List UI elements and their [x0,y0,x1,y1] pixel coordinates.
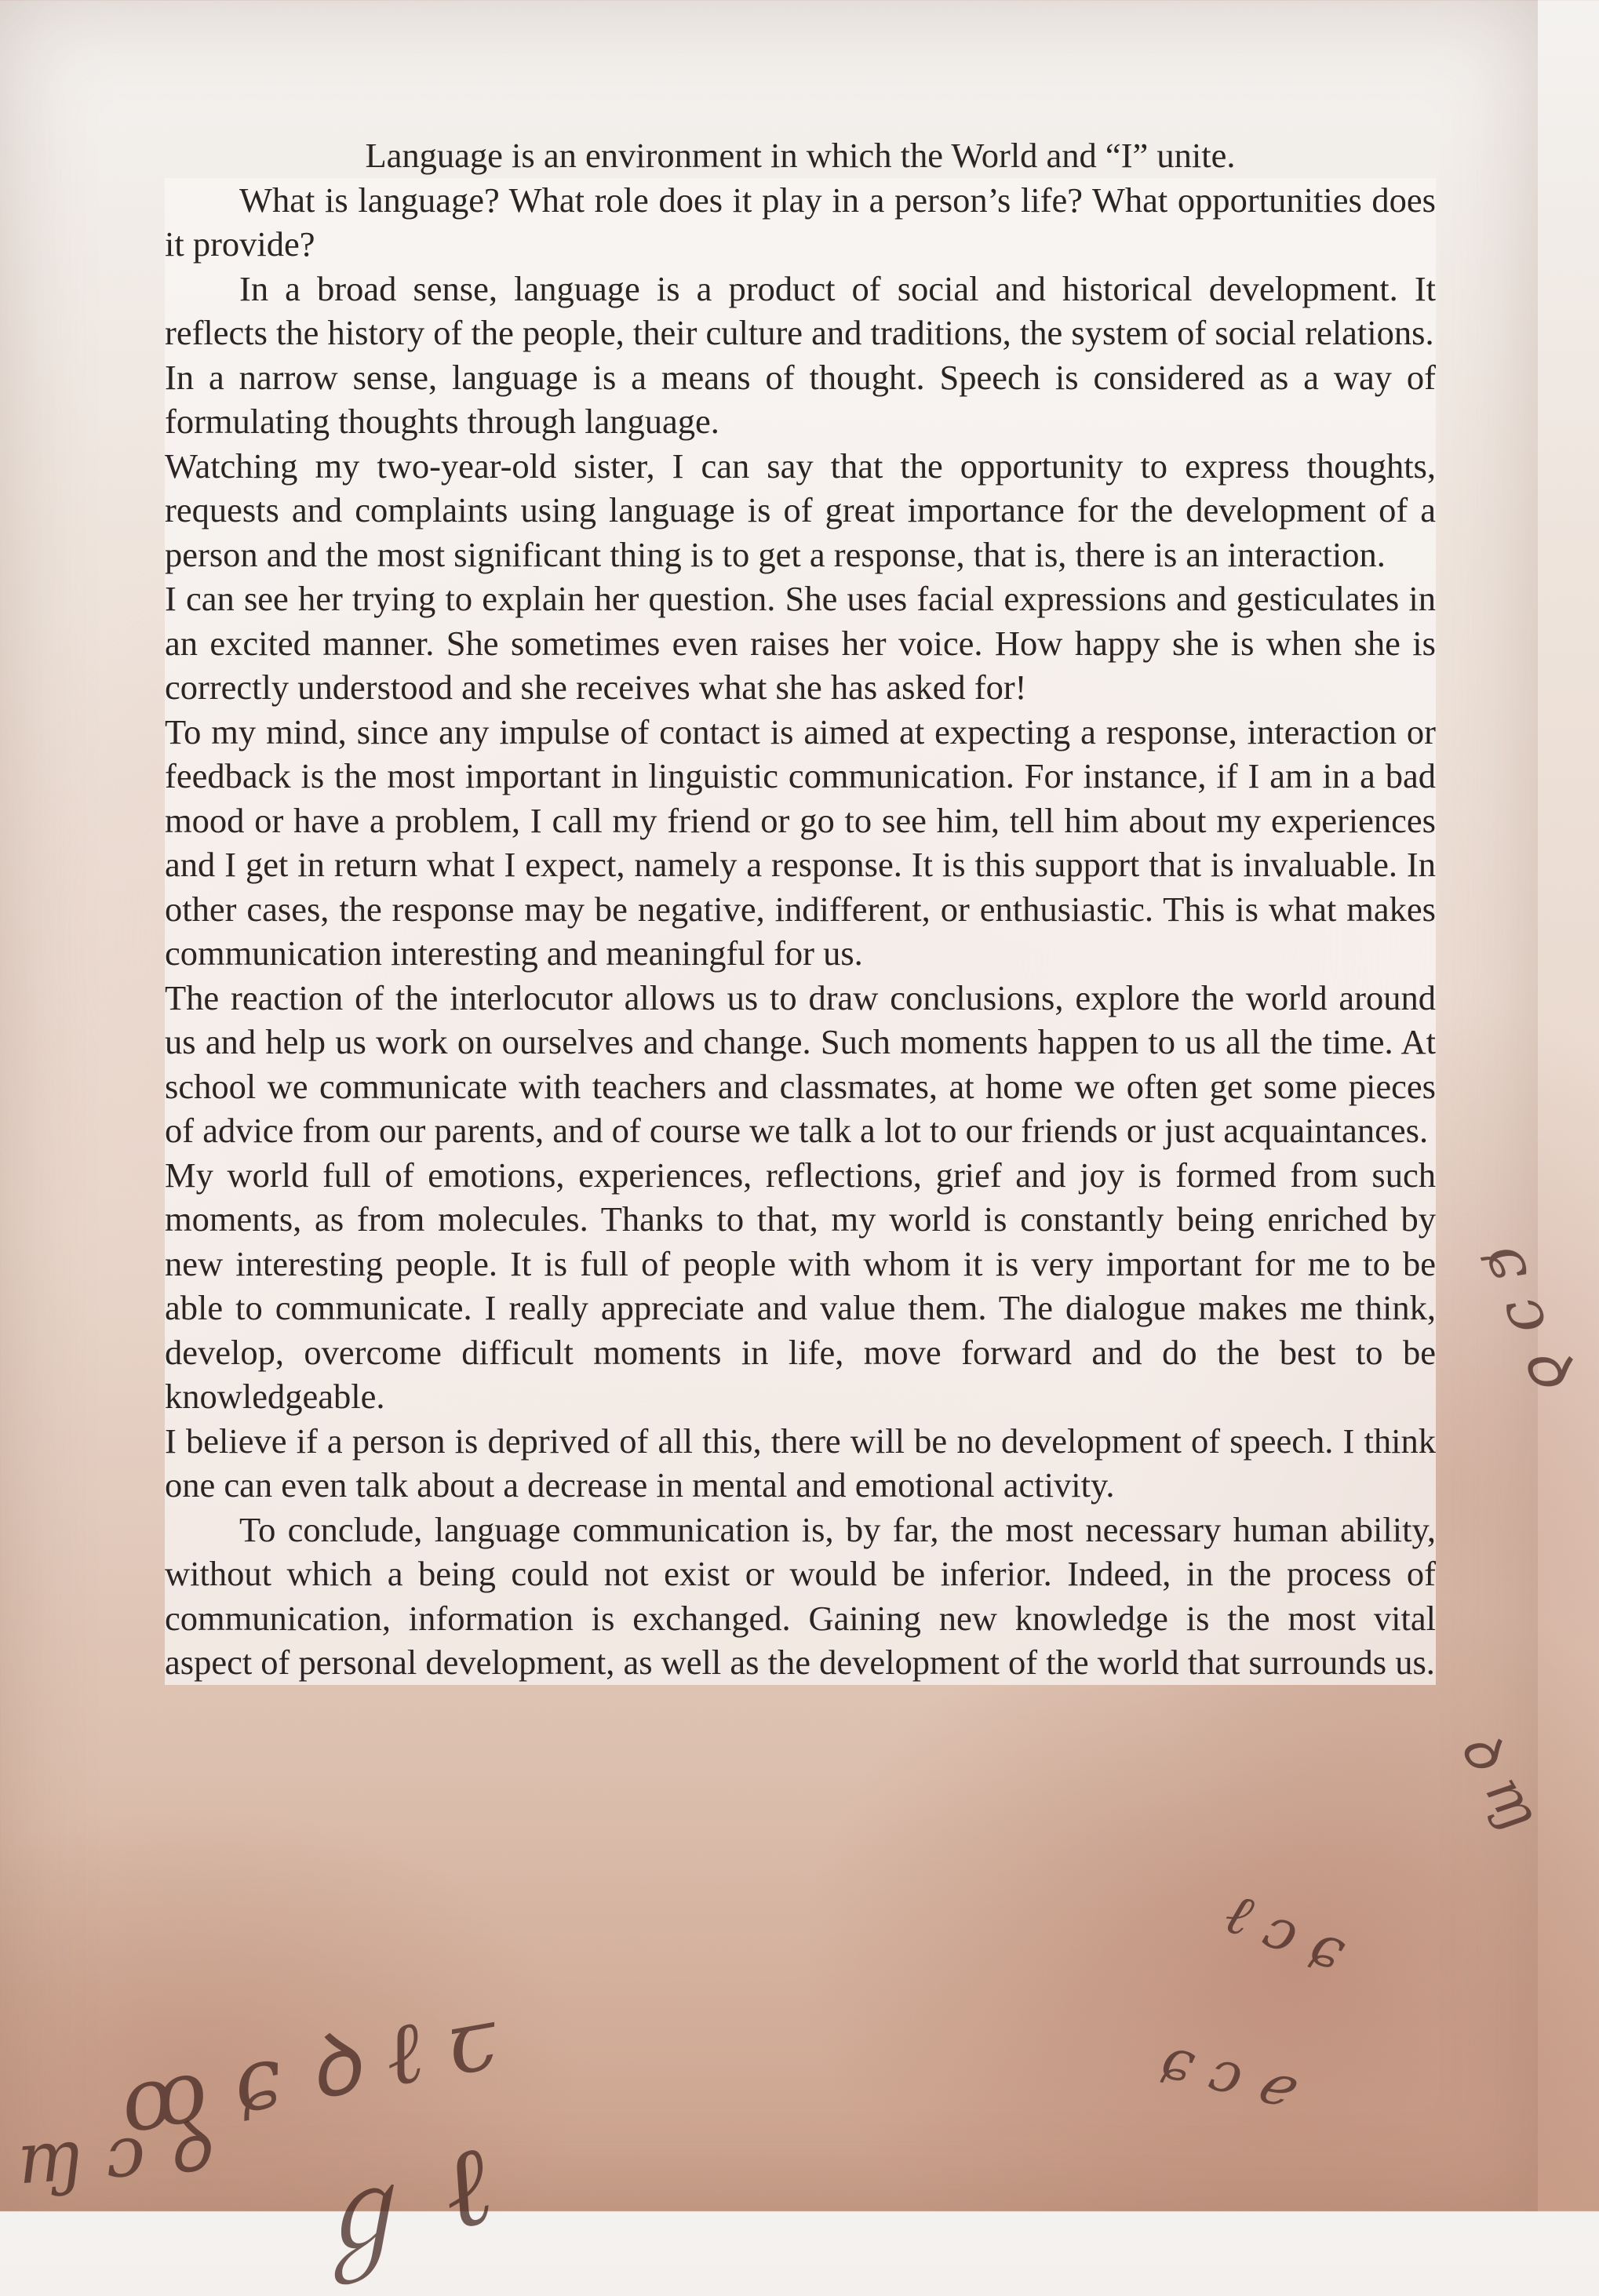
essay-paragraph: In a narrow sense, language is a means of thought. Speech is considered as a way of formulating thoughts through language. [165,355,1436,444]
essay-paragraph: Watching my two-year-old sister, I can say that the opportunity to express thoughts, requests and complaints using language is of great importance for the development of a person and the most significant thing is to get a response, that is, there is an interaction. [165,444,1436,577]
decorative-handwriting: ℓ ɔ ɕ [1216,1879,1355,1984]
essay-paragraph: What is language? What role does it play in a person’s life? What opportunities does it provide? [165,178,1436,267]
decorative-handwriting: ɕ ɔ ℯ [1155,2024,1300,2121]
essay-paragraph: My world full of emotions, experiences, reflections, grief and joy is formed from such moments, as from molecules. Thanks to that, my world is constantly being enriched by new interesting people. It is full of people with whom it is very important for me to be able to communicate. I really appreciate and value them. The dialogue makes me think, develop, overcome difficult moments in life, move forward and do the best to be knowledgeable. [165,1153,1436,1419]
essay-title: Language is an environment in which the World and “I” unite. [365,136,1236,175]
essay-text [165,133,1436,1685]
essay-paragraph: The reaction of the interlocutor allows us to draw conclusions, explore the world around us and help us work on ourselves and change. Such moments happen to us all the time. At school we communicate with teachers and classmates, at home we often get some pieces of advice from our parents, and of course we talk a lot to our friends or just acquaintances. [165,976,1436,1153]
essay-paragraph: To conclude, language communication is, by far, the most necessary human ability, without which a being could not exist or would be inferior. Indeed, in the process of communication, information is exchanged. Gaining new knowledge is the most vital aspect of personal development, as well as the development of the world that surrounds us. [165,1508,1436,1685]
essay-paragraph: In a broad sense, language is a product of social and historical development. It reflects the history of the people, their culture and traditions, the system of social relations. [165,267,1436,355]
essay-paragraph: I can see her trying to explain her question. She uses facial expressions and gesticulates in an excited manner. She sometimes even raises her voice. How happy she is when she is correctly understood and she receives what she has asked for! [165,577,1436,710]
essay-paragraph: I believe if a person is deprived of all this, there will be no development of speech. I think one can even talk about a decrease in mental and emotional activity. [165,1419,1436,1508]
decorative-handwriting: ɕ ɔ ꝺ [1471,1232,1591,1396]
decorative-handwriting: ꝺ ɱ [1447,1719,1554,1841]
essay-paragraph: To my mind, since any impulse of contact is aimed at expecting a response, interaction or feedback is the most important in linguistic communication. For instance, if I am in a bad mood or have a problem, I call my friend or go to see him, tell him about my experiences and I get in return what I expect, namely a response. It is this support that is invaluable. In other cases, the response may be negative, indifferent, or enthusiastic. This is what makes communication interesting and meaningful for us. [165,710,1436,976]
decorative-handwriting: ꝏ ɕ ꝺ ℓ ꞇ [112,1987,504,2153]
decorative-handwriting: ɱ ɔ ꝺ [13,2105,213,2201]
decorative-handwriting: ℊ ℓ [287,2120,504,2291]
